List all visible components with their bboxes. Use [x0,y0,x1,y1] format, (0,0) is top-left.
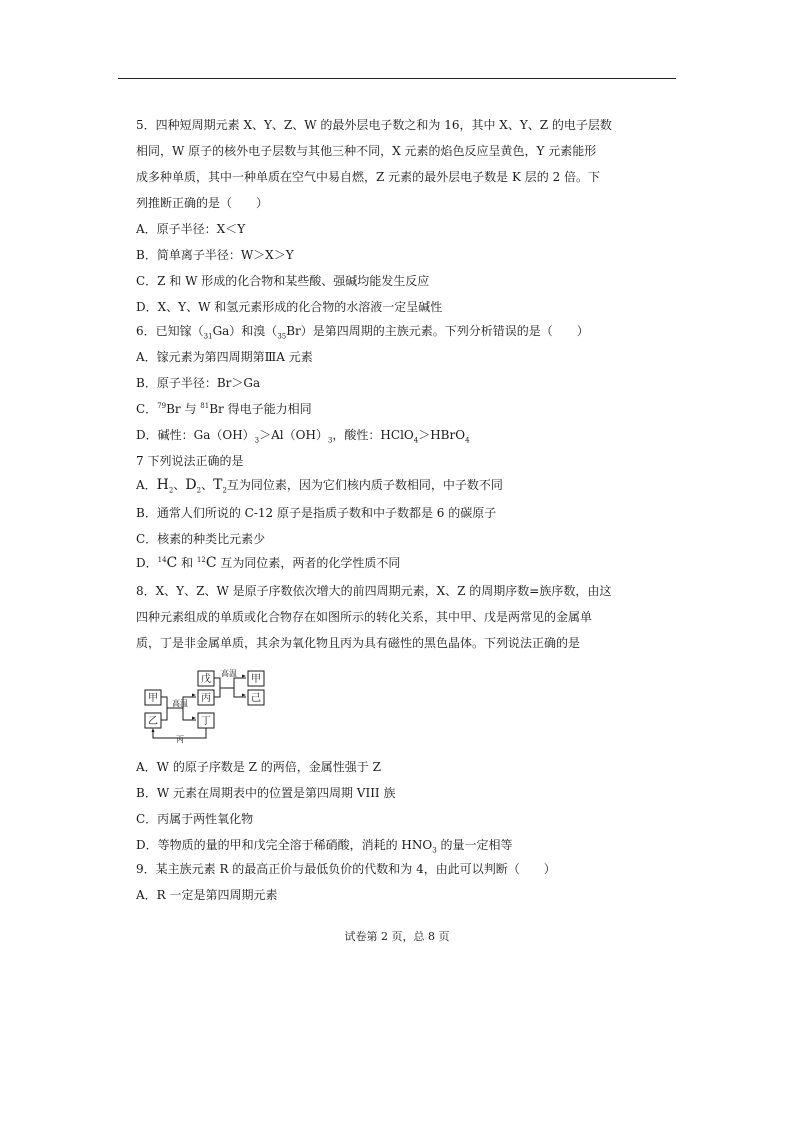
subscript: 3 [327,436,333,445]
q8-d-part: 的量一定相等 [436,838,513,852]
label-wu: 戊 [201,674,211,685]
q7-option-a [136,477,503,495]
q7-stem: 7 下列说法正确的是 [136,454,244,468]
q6-d-part: ＞HBrO [418,428,466,442]
q8-stem-line-3: 质，丁是非金属单质，其余为氧化物且丙为具有磁性的黑色晶体。下列说法正确的是 [136,636,581,650]
q5-stem-line-4: 列推断正确的是（ ） [136,196,269,210]
q8-option-b: B．W 元素在周期表中的位置是第四周期 VIII 族 [136,786,396,800]
q9-option-a: A．R 一定是第四周期元素 [136,888,278,902]
q6-stem-part: 6．已知镓（ [136,324,204,338]
label-ding: 丁 [201,716,211,727]
q6-option-b: B．原子半径：Br＞Ga [136,376,261,390]
subscript: 4 [413,436,419,445]
label-gaowen-1: 高温 [172,699,188,708]
q6-stem [136,324,589,341]
label-bing-loop: 丙 [176,735,184,744]
formula-c: C [205,555,217,571]
q6-c-part: Br 与 [166,402,201,416]
formula-t: T [213,477,223,493]
label-bing: 丙 [201,693,211,704]
q7-d-part: 和 [177,556,197,570]
subscript: 2 [168,486,174,495]
subscript: 2 [196,486,202,495]
q5-stem-line-1: 5．四种短周期元素 X、Y、Z、W 的最外层电子数之和为 16，其中 X、Y、Z 的电子层数 [136,118,612,132]
conversion-diagram [140,664,280,744]
q5-option-c: C．Z 和 W 形成的化合物和某些酸、强碱均能发生反应 [136,274,430,288]
q6-option-a: A．镓元素为第四周期第ⅢA 元素 [136,350,313,364]
q6-c-part: C． [136,402,158,416]
mass-number: 81 [200,402,210,410]
subscript: 3 [432,846,437,855]
mass-number: 12 [196,556,206,564]
q8-stem-line-2: 四种元素组成的单质或化合物存在如图所示的转化关系，其中甲、戊是两常见的金属单 [136,610,593,624]
q7-a-part: 互为同位素，因为它们核内质子数相同，中子数不同 [226,478,503,492]
label-yi: 乙 [148,716,158,727]
bracket-left [161,697,167,720]
label-ji: 己 [251,693,261,704]
formula-c: C [166,555,178,571]
q6-stem-part: Br）是第四周期的主族元素。下列分析错误的是（ ） [286,324,589,338]
label-gaowen-2: 高温 [221,669,237,678]
separator: 、 [201,478,214,492]
q8-option-a: A．W 的原子序数是 Z 的两倍，金属性强于 Z [136,760,381,774]
q8-option-c: C．丙属于两性氧化物 [136,812,254,826]
arrow-to-jia2 [220,678,246,688]
header-rule [118,78,676,79]
subscript: 3 [254,436,260,445]
q7-option-c: C．核素的种类比元素少 [136,532,266,546]
q6-option-d [136,428,470,445]
label-jia-2: 甲 [251,674,261,685]
q6-d-part: ＞Al（OH） [259,428,328,442]
q6-d-part: D．碱性：Ga（OH） [136,428,255,442]
q5-option-a: A．原子半径：X＜Y [136,222,246,236]
bracket-right [214,678,220,697]
subscript: 4 [465,436,470,445]
subscript: 2 [222,486,227,495]
q6-option-c [136,402,312,416]
q6-d-part: ，酸性：HClO [332,428,414,442]
q5-option-b: B．简单离子半径：W＞X＞Y [136,248,294,262]
q8-stem-line-1: 8．X、Y、Z、W 是原子序数依次增大的前四周期元素，X、Z 的周期序数=族序数，由这 [136,584,612,598]
mass-number: 14 [157,556,167,564]
q8-option-d [136,838,513,855]
formula-h: H [156,477,169,493]
page-footer: 试卷第 2 页，总 8 页 [344,930,450,943]
br-atomic-number: 35 [277,332,287,341]
ga-atomic-number: 31 [203,332,213,341]
q7-option-d [136,556,400,570]
mass-number: 79 [157,402,167,410]
q7-d-part: D． [136,556,158,570]
q9-stem: 9．某主族元素 R 的最高正价与最低负价的代数和为 4，由此可以判断（ ） [136,862,556,876]
q5-option-d: D．X、Y、W 和氢元素形成的化合物的水溶液一定呈碱性 [136,300,443,314]
q5-stem-line-3: 成多种单质，其中一种单质在空气中易自燃，Z 元素的最外层电子数是 K 层的 2 倍。下 [136,170,601,184]
q5-stem-line-2: 相同，W 原子的核外电子层数与其他三种不同，X 元素的焰色反应呈黄色，Y 元素能形 [136,144,597,158]
q6-c-part: Br 得电子能力相同 [209,402,312,416]
q7-a-part: A． [136,478,157,492]
q6-stem-part: Ga）和溴（ [212,324,278,338]
q7-d-part: 互为同位素，两者的化学性质不同 [216,556,401,570]
q8-d-part: D．等物质的量的甲和戊完全溶于稀硝酸，消耗的 HNO [136,838,433,852]
formula-d: D [185,477,197,493]
separator: 、 [173,478,186,492]
label-jia: 甲 [148,693,158,704]
q7-option-b: B．通常人们所说的 C-12 原子是指质子数和中子数都是 6 的碳原子 [136,506,497,520]
